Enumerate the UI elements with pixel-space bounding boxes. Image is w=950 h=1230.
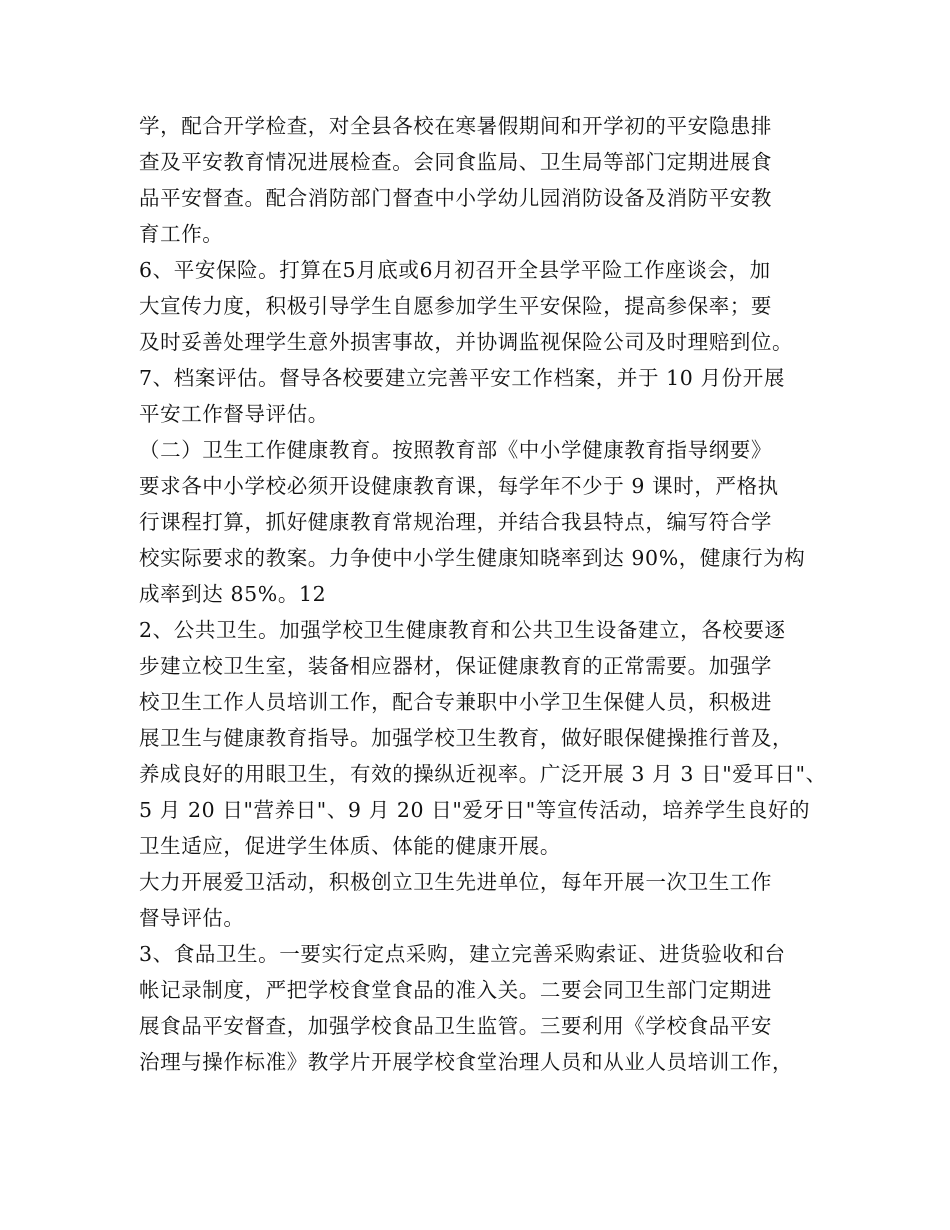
text-line: 卫生适应，促进学生体质、体能的健康开展。 <box>139 834 561 858</box>
text-line: 3、食品卫生。一要实行定点采购，建立完善采购索证、进货验收和台 <box>139 942 786 966</box>
text-line: 2、公共卫生。加强学校卫生健康教育和公共卫生设备建立，各校要逐 <box>139 618 786 642</box>
body-text <box>139 108 829 1080</box>
text-line: （二）卫生工作健康教育。按照教育部《中小学健康教育指导纲要》 <box>139 438 772 462</box>
text-line: 品平安督查。配合消防部门督查中小学幼儿园消防设备及消防平安教 <box>139 186 772 210</box>
text-line: 育工作。 <box>139 222 224 246</box>
text-line: 大力开展爱卫活动，积极创立卫生先进单位，每年开展一次卫生工作 <box>139 870 772 894</box>
text-line: 及时妥善处理学生意外损害事故，并协调监视保险公司及时理赔到位。 <box>139 330 794 354</box>
text-line: 治理与操作标准》教学片开展学校食堂治理人员和从业人员培训工作， <box>139 1050 794 1074</box>
text-line: 7、档案评估。督导各校要建立完善平安工作档案，并于 10 月份开展 <box>139 366 785 390</box>
text-line: 平安工作督导评估。 <box>139 402 329 426</box>
text-line: 要求各中小学校必须开设健康教育课，每学年不少于 9 课时，严格执 <box>139 474 779 498</box>
text-line: 行课程打算，抓好健康教育常规治理，并结合我县特点，编写符合学 <box>139 510 772 534</box>
text-line: 督导评估。 <box>139 906 245 930</box>
text-line: 校卫生工作人员培训工作，配合专兼职中小学卫生保健人员，积极进 <box>139 690 772 714</box>
text-line: 查及平安教育情况进展检查。会同食监局、卫生局等部门定期进展食 <box>139 150 772 174</box>
text-line: 养成良好的用眼卫生，有效的操纵近视率。广泛开展 3 月 3 日"爱耳日"、 <box>139 762 827 786</box>
text-line: 步建立校卫生室，装备相应器材，保证健康教育的正常需要。加强学 <box>139 654 772 678</box>
text-line: 成率到达 85%。12 <box>139 582 327 606</box>
text-line: 学，配合开学检查，对全县各校在寒暑假期间和开学初的平安隐患排 <box>139 114 772 138</box>
text-line: 展食品平安督查，加强学校食品卫生监管。三要利用《学校食品平安 <box>139 1014 772 1038</box>
text-line: 6、平安保险。打算在5月底或6月初召开全县学平险工作座谈会，加 <box>139 258 771 282</box>
text-line: 帐记录制度，严把学校食堂食品的准入关。二要会同卫生部门定期进 <box>139 978 772 1002</box>
text-line: 校实际要求的教案。力争使中小学生健康知晓率到达 90%，健康行为构 <box>139 546 806 570</box>
text-line: 5 月 20 日"营养日"、9 月 20 日"爱牙日"等宣传活动，培养学生良好的 <box>139 798 811 822</box>
text-line: 大宣传力度，积极引导学生自愿参加学生平安保险，提高参保率；要 <box>139 294 772 318</box>
text-line: 展卫生与健康教育指导。加强学校卫生教育，做好眼保健操推行普及， <box>139 726 794 750</box>
